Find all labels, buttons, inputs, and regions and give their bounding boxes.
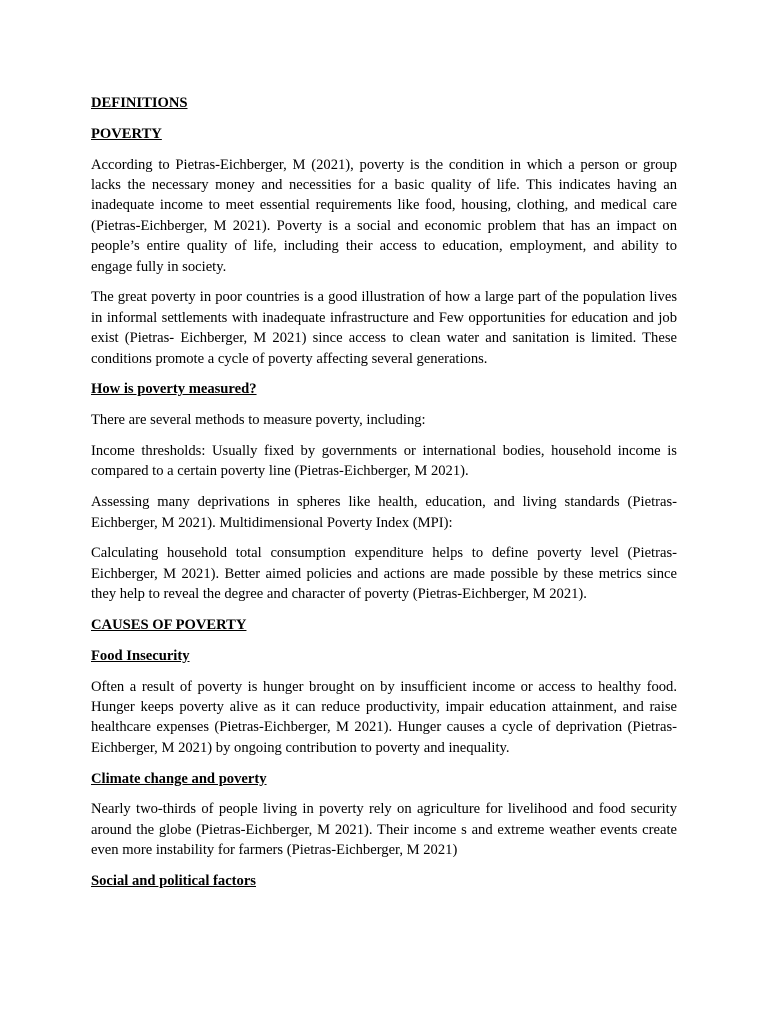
paragraph-income-thresholds: Income thresholds: Usually fixed by governments or international bodies, household income is compared to a certain poverty line (Pietras-Eichberger, M 2021). (91, 443, 677, 480)
paragraph-deprivations: Assessing many deprivations in spheres like health, education, and living standards (Pietras-Eichberger, M 2021). Multidimensional Poverty Index (MPI): (91, 494, 677, 531)
paragraph-methods-intro: There are several methods to measure poverty, including: (91, 412, 426, 429)
heading-food-insecurity: Food Insecurity (91, 647, 190, 664)
paragraph-consumption: Calculating household total consumption expenditure helps to define poverty level (Pietras-Eichberger, M 2021). Better aimed policies and actions are made possible by these metrics since they help to reveal the degree and character of poverty (Pietras-Eichberger, M 2021). (91, 545, 677, 603)
heading-social-political: Social and political factors (91, 873, 256, 890)
heading-poverty: POVERTY (91, 125, 162, 142)
paragraph-climate-change: Nearly two-thirds of people living in poverty rely on agriculture for livelihood and food security around the globe (Pietras-Eichberger, M 2021). Their income s and extreme weather events create even more instability for farmers (Pietras-Eichberger, M 2021) (91, 801, 677, 859)
heading-definitions: DEFINITIONS (91, 95, 188, 111)
heading-climate-change: Climate change and poverty (91, 770, 267, 787)
paragraph-definition-2: The great poverty in poor countries is a good illustration of how a large part of the population lives in informal settlements with inadequate infrastructure and Few opportunities for education and job exist (Pietras- Eichberger, M 2021) since access to clean water and sanitation is limited. These conditions promote a cycle of poverty affecting several generations. (91, 289, 677, 367)
heading-how-measured: How is poverty measured? (91, 381, 257, 398)
paragraph-definition-1: According to Pietras-Eichberger, M (2021), poverty is the condition in which a person or group lacks the necessary money and necessities for a basic quality of life. This indicates having an inadequate income to meet essential requirements like food, housing, clothing, and medical care (Pietras-Eichberger, M 2021). Poverty is a social and economic problem that has an impact on people’s entire quality of life, including their access to education, employment, and ability to engage fully in society. (91, 156, 677, 275)
heading-causes-of-poverty: CAUSES OF POVERTY (91, 617, 247, 634)
paragraph-food-insecurity: Often a result of poverty is hunger brought on by insufficient income or access to healthy food. Hunger keeps poverty alive as it can reduce productivity, impair education attainment, and raise healthcare expenses (Pietras-Eichberger, M 2021). Hunger causes a cycle of deprivation (Pietras-Eichberger, M 2021) by ongoing contribution to poverty and inequality. (91, 678, 677, 756)
